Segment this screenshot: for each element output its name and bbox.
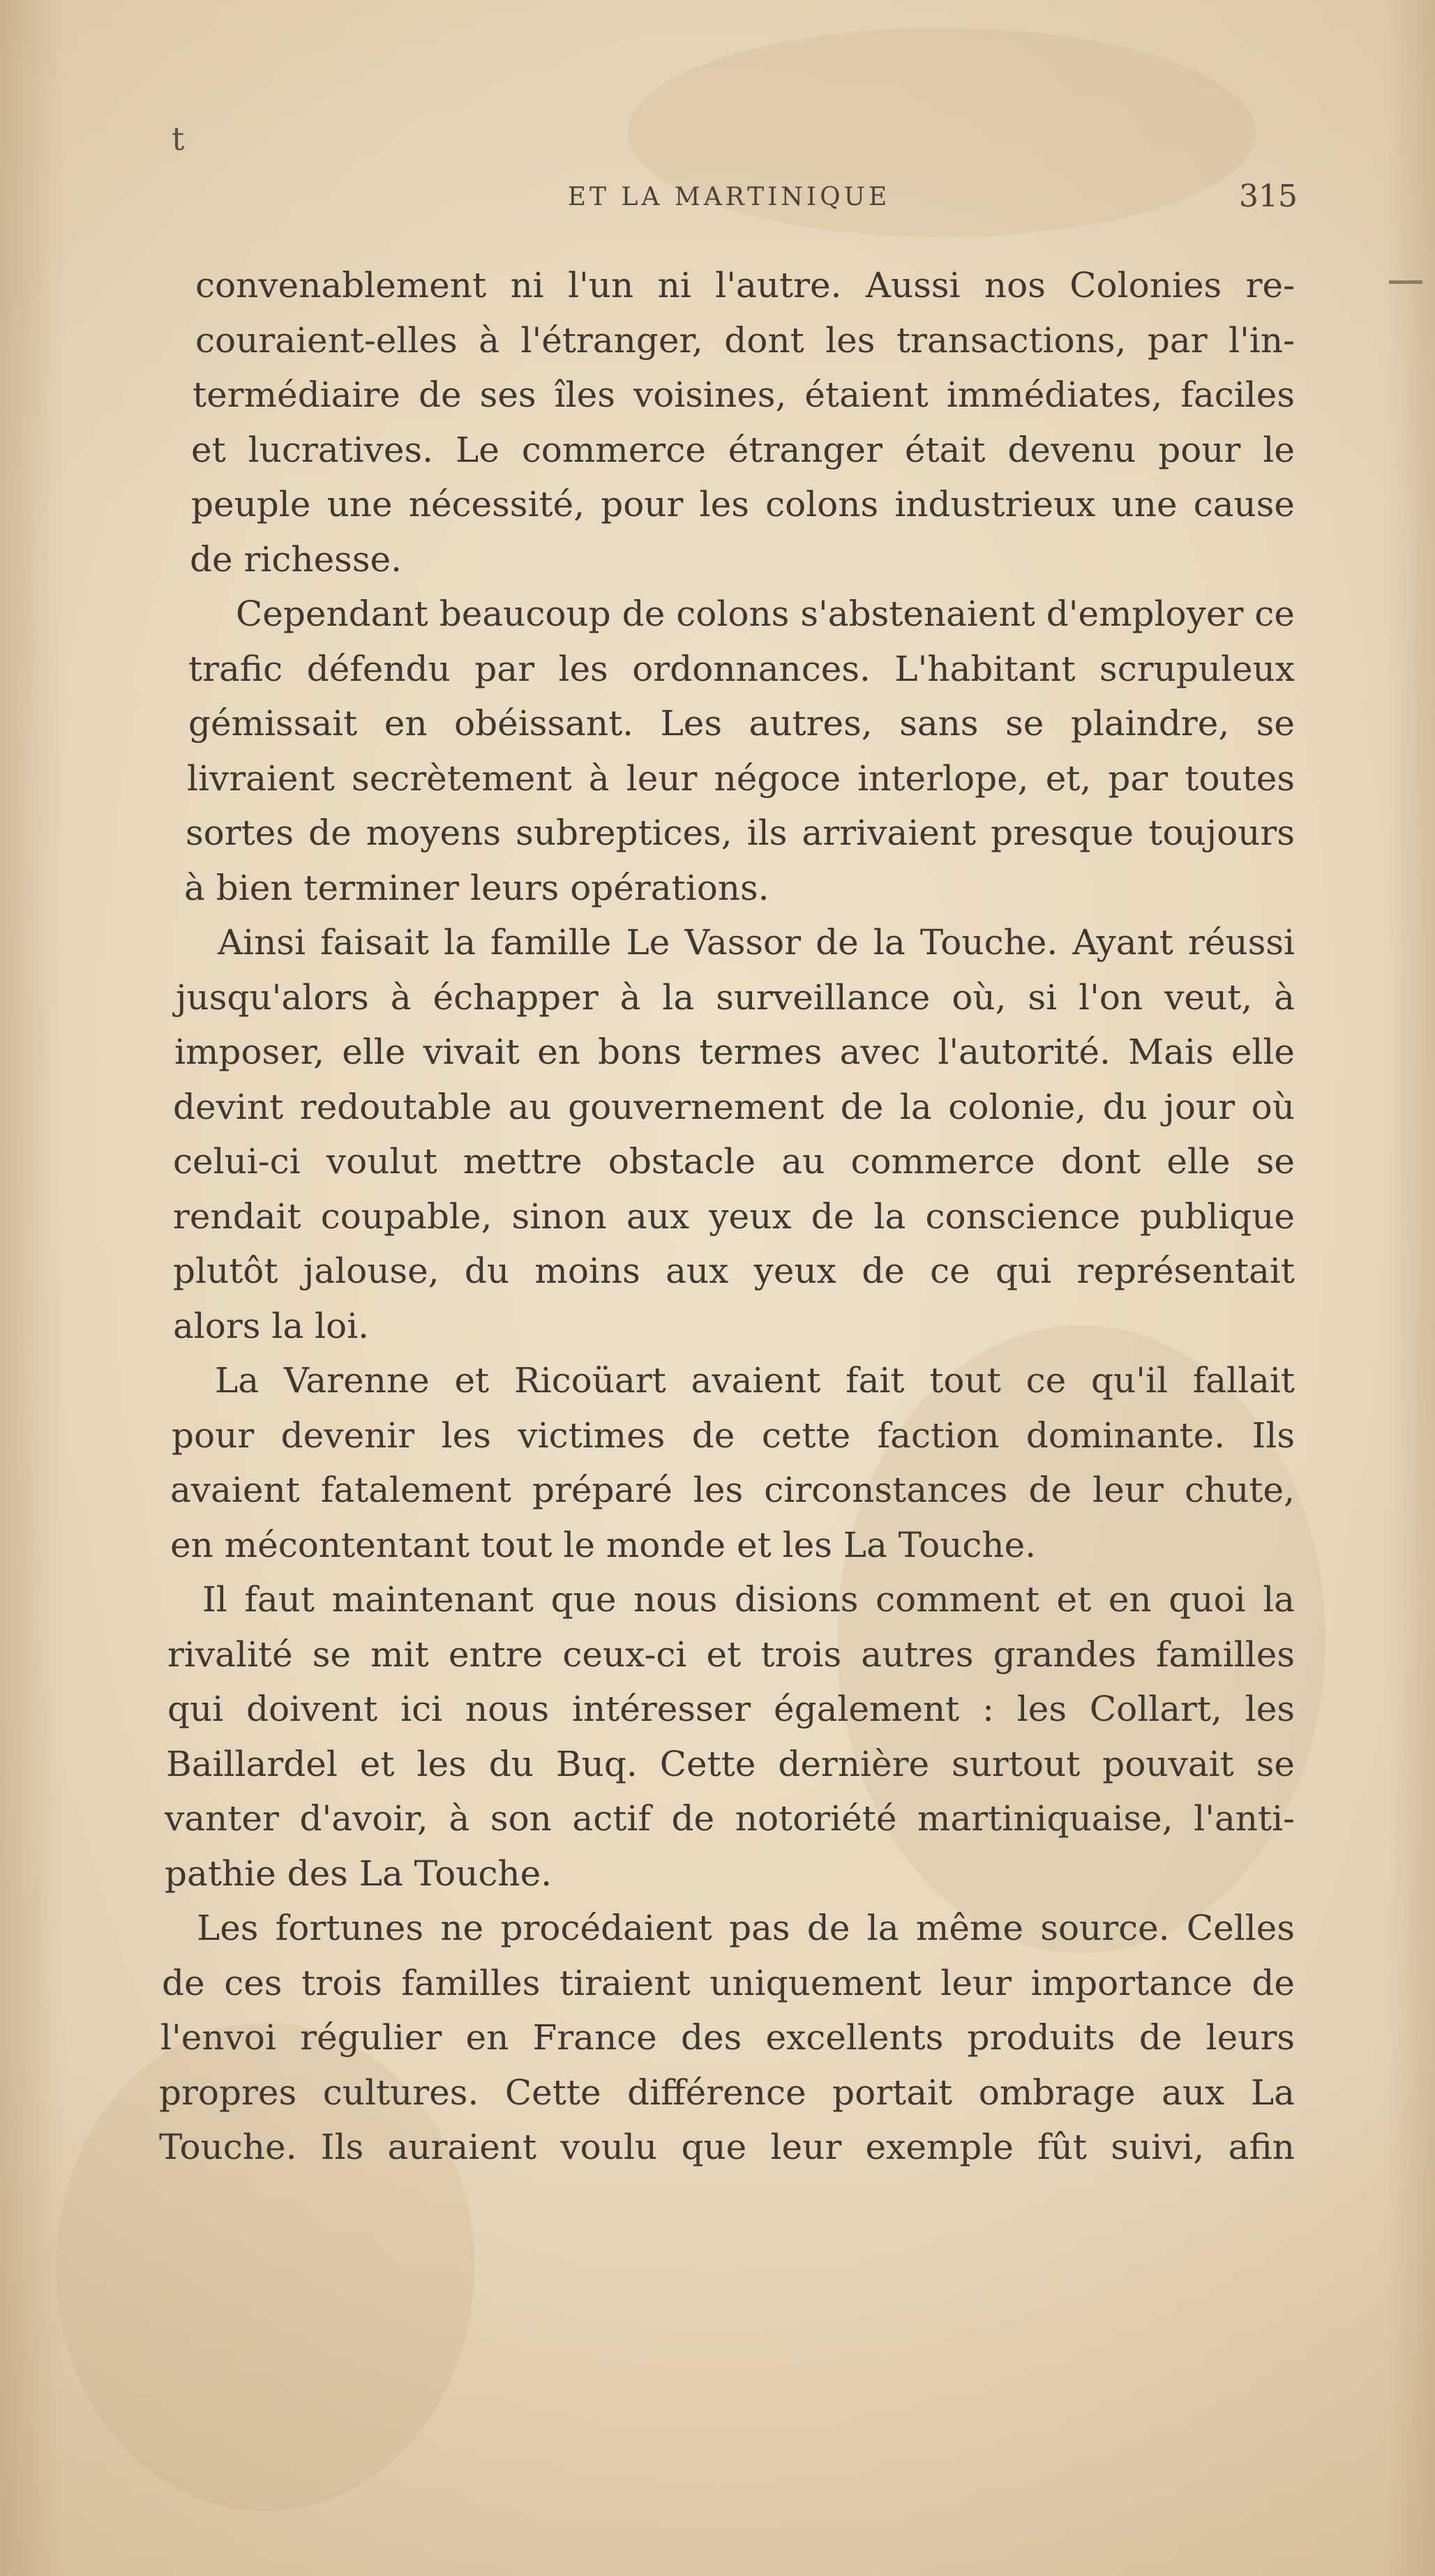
text-line: de richesse. [190, 538, 402, 580]
text-line: et lucratives. Le commerce étranger était devenu pour le [191, 429, 1295, 470]
text-line: Les fortunes ne procédaient pas de la même source. Celles [197, 1908, 1295, 1948]
text-line: plutôt jalouse, du moins aux yeux de ce qui représentait [173, 1251, 1295, 1291]
page-edge-shadow-right [1386, 0, 1435, 2576]
text-line: livraient secrètement à leur négoce interlope, et, par toutes [187, 758, 1295, 799]
running-head [160, 179, 1298, 225]
text-line: alors la loi. [173, 1305, 370, 1346]
text-line: l'envoi régulier en France des excellents produits de leurs [160, 2017, 1295, 2058]
text-line: Cependant beaucoup de colons s'abstenaient d'employer ce [236, 594, 1295, 634]
text-line: jusqu'alors à échapper à la surveillance où, si l'on veut, à [176, 977, 1295, 1018]
text-line: peuple une nécessité, pour les colons industrieux une cause [191, 484, 1295, 525]
text-line: en mécontentant tout le monde et les La Touche. [170, 1524, 1037, 1565]
text-line: vanter d'avoir, à son actif de notoriété martiniquaise, l'anti- [165, 1798, 1295, 1839]
text-line: avaient fatalement préparé les circonstances de leur chute, [170, 1470, 1295, 1510]
text-line: de ces trois familles tiraient uniquement leur importance de [162, 1962, 1295, 2003]
text-line: propres cultures. Cette différence portait ombrage aux La [159, 2072, 1295, 2113]
text-line: celui-ci voulut mettre obstacle au commerce dont elle se [173, 1141, 1295, 1182]
text-line: imposer, elle vivait en bons termes avec l'autorité. Mais elle [174, 1032, 1295, 1072]
page-edge-shadow-left [0, 0, 63, 2576]
text-line: sortes de moyens subreptices, ils arrivaient presque toujours [186, 813, 1295, 853]
text-line: La Varenne et Ricoüart avaient fait tout ce qu'il fallait [215, 1360, 1295, 1401]
text-line: pour devenir les victimes de cette faction dominante. Ils [172, 1415, 1295, 1456]
text-line: Il faut maintenant que nous disions comment et en quoi la [202, 1579, 1295, 1620]
corner-mark: t [172, 120, 185, 158]
text-line: convenablement ni l'un ni l'autre. Aussi nos Colonies re- [195, 265, 1295, 306]
text-line: Ainsi faisait la famille Le Vassor de la Touche. Ayant réussi [218, 922, 1295, 963]
text-line: qui doivent ici nous intéresser également : les Collart, les [167, 1689, 1295, 1729]
text-line: trafic défendu par les ordonnances. L'habitant scrupuleux [188, 648, 1295, 689]
text-line: pathie des La Touche. [165, 1853, 553, 1894]
body-text [159, 258, 1295, 2175]
text-line: Baillardel et les du Buq. Cette dernière surtout pouvait se [166, 1743, 1295, 1784]
text-line: rivalité se mit entre ceux-ci et trois autres grandes familles [167, 1634, 1295, 1675]
text-line: gémissait en obéissant. Les autres, sans se plaindre, se [188, 703, 1295, 744]
text-line: couraient-elles à l'étranger, dont les transactions, par l'in- [195, 319, 1295, 361]
text-line: à bien terminer leurs opérations. [184, 867, 769, 908]
page-number: 315 [1239, 179, 1298, 214]
text-line: rendait coupable, sinon aux yeux de la conscience publique [173, 1196, 1295, 1237]
running-title: ET LA MARTINIQUE [567, 183, 891, 211]
margin-dash-mark [1389, 280, 1422, 284]
text-line: devint redoutable au gouvernement de la colonie, du jour où [173, 1086, 1295, 1127]
text-line: Touche. Ils auraient voulu que leur exemple fût suivi, afin [159, 2127, 1295, 2167]
text-line: termédiaire de ses îles voisines, étaient immédiates, faciles [193, 375, 1295, 415]
